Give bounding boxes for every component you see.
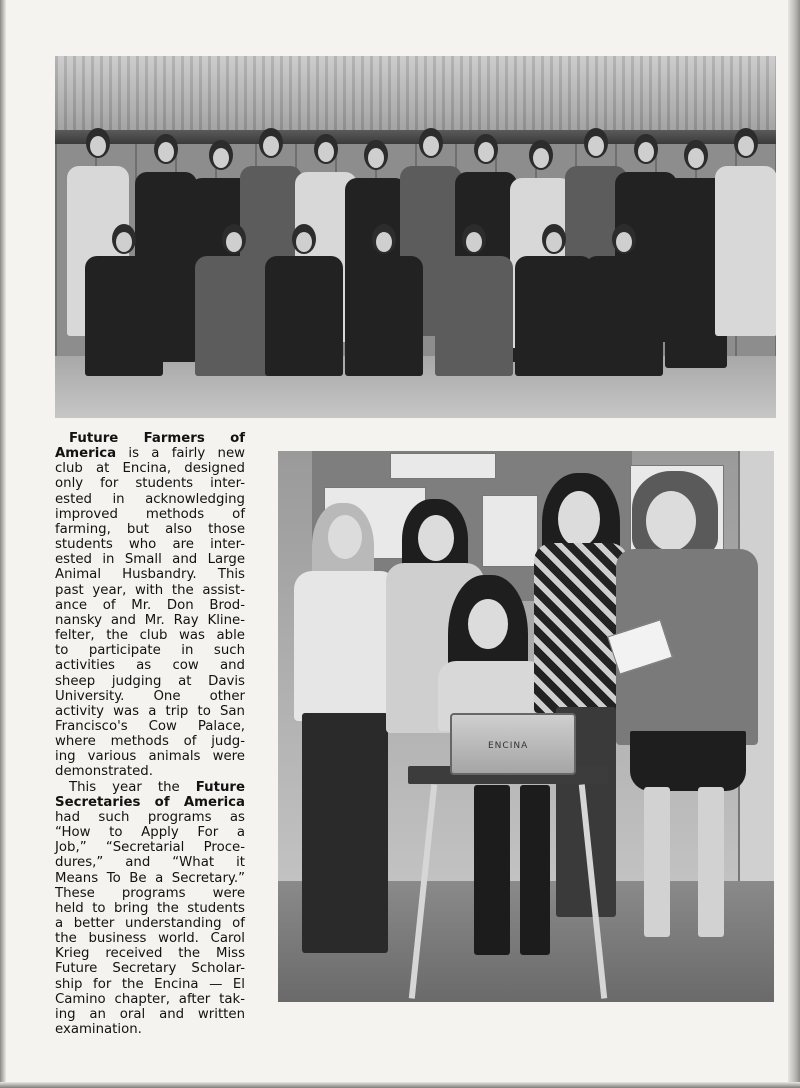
text-run: These programs were <box>55 885 245 901</box>
text-line <box>55 598 245 613</box>
text-line <box>55 764 245 779</box>
text-line <box>55 734 245 749</box>
text-line <box>55 961 245 976</box>
text-line <box>55 855 245 870</box>
person-head <box>474 134 498 164</box>
text-line <box>55 946 245 961</box>
text-line <box>55 689 245 704</box>
bold-text: Secretaries of America <box>55 794 245 810</box>
text-line <box>55 916 245 931</box>
text-line <box>55 628 245 643</box>
text-run: past year, with the assist- <box>55 582 245 598</box>
typewriter-brand: ENCINA <box>488 741 529 751</box>
person-head <box>222 224 246 254</box>
text-run: Means To Be a Secretary.” <box>55 870 245 886</box>
text-line <box>55 643 245 658</box>
bold-text: Future <box>195 779 245 795</box>
person-head <box>734 128 758 158</box>
text-run: is a fairly new <box>116 446 245 462</box>
text-line <box>55 871 245 886</box>
text-line <box>55 977 245 992</box>
text-run: club at Encina, designed <box>55 461 245 477</box>
text-run: University. One other <box>55 688 245 704</box>
group-photo <box>55 56 776 418</box>
text-line <box>55 886 245 901</box>
text-run: improved methods of <box>55 506 245 522</box>
text-line <box>55 567 245 582</box>
page-edge-bottom <box>0 1082 800 1088</box>
text-run: the business world. Carol <box>55 931 245 947</box>
person-head <box>86 128 110 158</box>
text-line <box>55 507 245 522</box>
text-line <box>55 795 245 810</box>
pinned-paper <box>482 495 538 567</box>
text-line <box>55 1007 245 1022</box>
paragraph-future-secretaries <box>55 780 245 1038</box>
text-line <box>55 583 245 598</box>
text-run: to participate in such <box>55 643 245 659</box>
person-head <box>209 140 233 170</box>
text-line <box>55 613 245 628</box>
kneeling-person <box>515 256 593 376</box>
pinned-paper <box>390 453 496 479</box>
kneeling-person <box>585 256 663 376</box>
article <box>55 431 245 1037</box>
person-head <box>529 140 553 170</box>
text-run: ested in acknowledging <box>55 491 245 507</box>
text-run: demonstrated. <box>55 764 153 780</box>
text-line <box>55 492 245 507</box>
person-head <box>112 224 136 254</box>
person-head <box>612 224 636 254</box>
page-edge-right <box>788 0 800 1088</box>
paragraph-future-farmers <box>55 431 245 780</box>
text-run: farming, but also those <box>55 521 245 537</box>
text-line <box>55 749 245 764</box>
person-head <box>542 224 566 254</box>
text-line <box>55 522 245 537</box>
kneeling-person <box>345 256 423 376</box>
text-run: examination. <box>55 1022 142 1038</box>
text-run: Krieg received the Miss <box>55 946 245 962</box>
text-line <box>55 825 245 840</box>
text-run: Animal Husbandry. This <box>55 567 245 583</box>
text-run: “How to Apply For a <box>55 825 245 841</box>
text-line <box>55 537 245 552</box>
person-head <box>364 140 388 170</box>
kneeling-person <box>85 256 163 376</box>
text-run: Job,” “Secretarial Proce- <box>55 840 245 856</box>
text-run: This year the <box>69 779 196 795</box>
text-run: ing an oral and written <box>55 1006 245 1022</box>
text-line <box>55 552 245 567</box>
text-line <box>55 658 245 673</box>
text-run: students who are inter- <box>55 537 245 553</box>
text-run: nansky and Mr. Ray Kline- <box>55 612 245 628</box>
text-line <box>55 901 245 916</box>
kneeling-person <box>195 256 273 376</box>
text-run: Francisco's Cow Palace, <box>55 718 245 734</box>
text-line <box>55 704 245 719</box>
text-run: Camino chapter, after tak- <box>55 991 245 1007</box>
person-head <box>462 224 486 254</box>
text-run: ing various animals were <box>55 749 245 765</box>
text-line <box>55 461 245 476</box>
text-run: felter, the club was able <box>55 628 245 644</box>
person-head <box>292 224 316 254</box>
person-head <box>684 140 708 170</box>
person-head <box>372 224 396 254</box>
standing-person <box>715 166 776 336</box>
text-run: activities as cow and <box>55 658 245 674</box>
text-line <box>55 780 245 795</box>
text-line <box>55 719 245 734</box>
page-edge-left <box>0 0 6 1088</box>
text-run: Future Secretary Scholar- <box>55 961 245 977</box>
text-run: had such programs as <box>55 809 245 825</box>
text-run: sheep judging at Davis <box>55 673 245 689</box>
typewriter <box>450 713 576 775</box>
kneeling-person <box>265 256 343 376</box>
text-run: where methods of judg- <box>55 734 245 750</box>
secretaries-photo <box>278 451 774 1002</box>
text-run: dures,” and “What it <box>55 855 245 871</box>
person-head <box>419 128 443 158</box>
text-line <box>55 931 245 946</box>
text-line <box>55 992 245 1007</box>
text-run: ship for the Encina — El <box>55 976 245 992</box>
text-run: ested in Small and Large <box>55 552 245 568</box>
text-line <box>55 431 245 446</box>
text-line <box>55 810 245 825</box>
bold-text: America <box>55 446 117 462</box>
bold-text: Future Farmers of <box>69 431 245 446</box>
person-head <box>584 128 608 158</box>
person-head <box>314 134 338 164</box>
kneeling-person <box>435 256 513 376</box>
text-line <box>55 446 245 461</box>
text-line <box>55 476 245 491</box>
text-line <box>55 674 245 689</box>
text-run: activity was a trip to San <box>55 703 245 719</box>
text-run: only for students inter- <box>55 476 245 492</box>
text-line <box>55 1022 245 1037</box>
text-run: a better understanding of <box>55 916 245 931</box>
person-head <box>634 134 658 164</box>
text-run: held to bring the students <box>55 900 245 916</box>
text-line <box>55 840 245 855</box>
person-head <box>259 128 283 158</box>
photo-roof <box>55 56 776 130</box>
person-head <box>154 134 178 164</box>
text-run: ance of Mr. Don Brod- <box>55 597 245 613</box>
